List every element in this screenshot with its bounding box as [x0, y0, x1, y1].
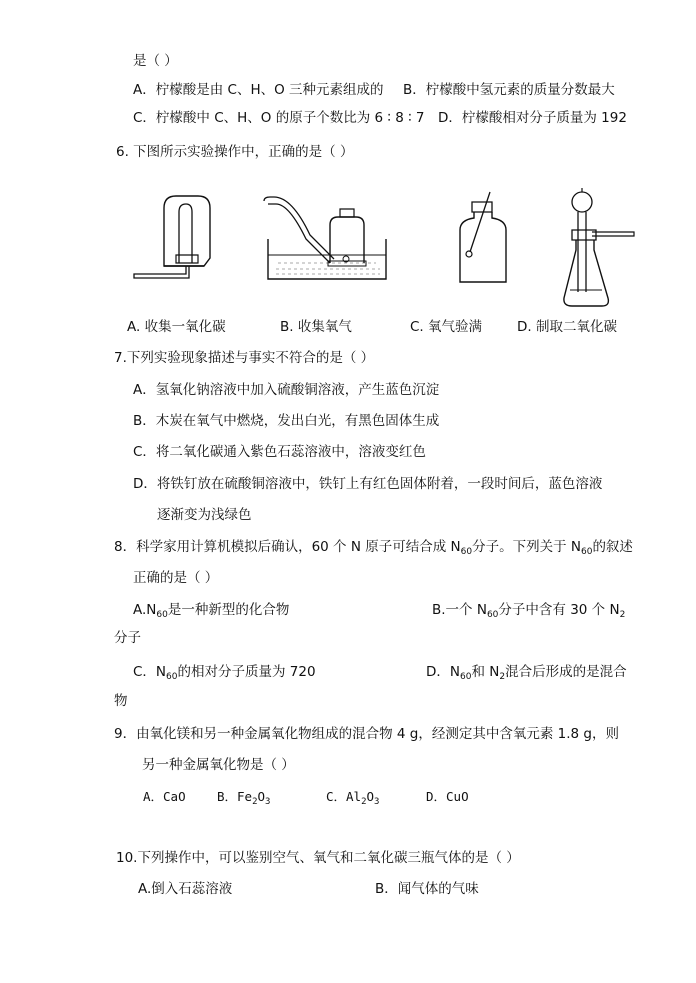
q5-stem-tail: 是（ ）	[133, 53, 178, 69]
q7-option-c: C．将二氧化碳通入紫色石蕊溶液中，溶液变红色	[133, 444, 426, 460]
q8-stem-line1: 8．科学家用计算机模拟后确认，60 个 N 原子可结合成 $N_{60}$分子。下列关于 $N_{60}$的叙述	[114, 539, 633, 557]
fig-d-make-co2	[562, 186, 638, 312]
q5-option-a: A．柠檬酸是由 C、H、O 三种元素组成的	[133, 82, 384, 98]
q6-stem: 6. 下图所示实验操作中，正确的是（ ）	[116, 144, 354, 160]
q6-option-d: D. 制取二氧化碳	[517, 319, 617, 335]
q9-stem-line2: 另一种金属氧化物是（ ）	[142, 757, 295, 773]
q8-stem-line2: 正确的是（ ）	[133, 570, 219, 586]
q10-option-b: B．闻气体的气味	[375, 881, 479, 897]
q7-option-d-continued: 逐渐变为浅绿色	[157, 507, 252, 523]
fig-a-collect-co	[130, 188, 230, 288]
q8-option-c: C．$N_{60}$的相对分子质量为 720	[133, 664, 316, 682]
q8-option-b: B.一个 $N_{60}$分子中含有 30 个 $N_2$	[432, 602, 626, 620]
q7-option-b: B．木炭在氧气中燃烧，发出白光，有黑色固体生成	[133, 413, 440, 429]
q7-stem: 7.下列实验现象描述与事实不符合的是（ ）	[114, 350, 375, 366]
q10-option-a: A.倒入石蕊溶液	[138, 881, 233, 897]
q9-option-a: A．CaO	[143, 789, 186, 804]
q5-option-c: C．柠檬酸中 C、H、O 的原子个数比为 6 ∶ 8 ∶ 7	[133, 110, 425, 126]
fig-c-oxygen-full-test	[452, 190, 514, 290]
q9-stem-line1: 9．由氧化镁和另一种金属氧化物组成的混合物 4 g，经测定其中含氧元素 1.8 g，则	[114, 726, 619, 742]
q9-option-d: D．CuO	[426, 789, 469, 804]
q7-option-d: D．将铁钉放在硫酸铜溶液中，铁钉上有红色固体附着，一段时间后，蓝色溶液	[133, 476, 603, 492]
q6-option-b: B. 收集氧气	[280, 319, 352, 335]
q7-option-a: A．氢氧化钠溶液中加入硫酸铜溶液，产生蓝色沉淀	[133, 382, 440, 398]
q8-option-a: $A.N_{60}$是一种新型的化合物	[133, 602, 290, 620]
q8-option-d-continued: 物	[114, 693, 128, 709]
fig-b-collect-oxygen	[262, 195, 392, 287]
q10-stem: 10.下列操作中，可以鉴别空气、氧气和二氧化碳三瓶气体的是（ ）	[116, 850, 520, 866]
q5-option-b: B．柠檬酸中氢元素的质量分数最大	[403, 82, 615, 98]
q8-option-b-continued: 分子	[114, 630, 141, 646]
q6-option-a: A. 收集一氧化碳	[127, 319, 226, 335]
q9-option-c: C．$Al_2O_3$	[326, 789, 380, 807]
q9-option-b: B．$Fe_2O_3$	[217, 789, 271, 807]
q6-option-c: C. 氧气验满	[410, 319, 483, 335]
q5-option-d: D．柠檬酸相对分子质量为 192	[438, 110, 627, 126]
q8-option-d: D．$N_{60}$和 $N_2$混合后形成的是混合	[426, 664, 627, 682]
